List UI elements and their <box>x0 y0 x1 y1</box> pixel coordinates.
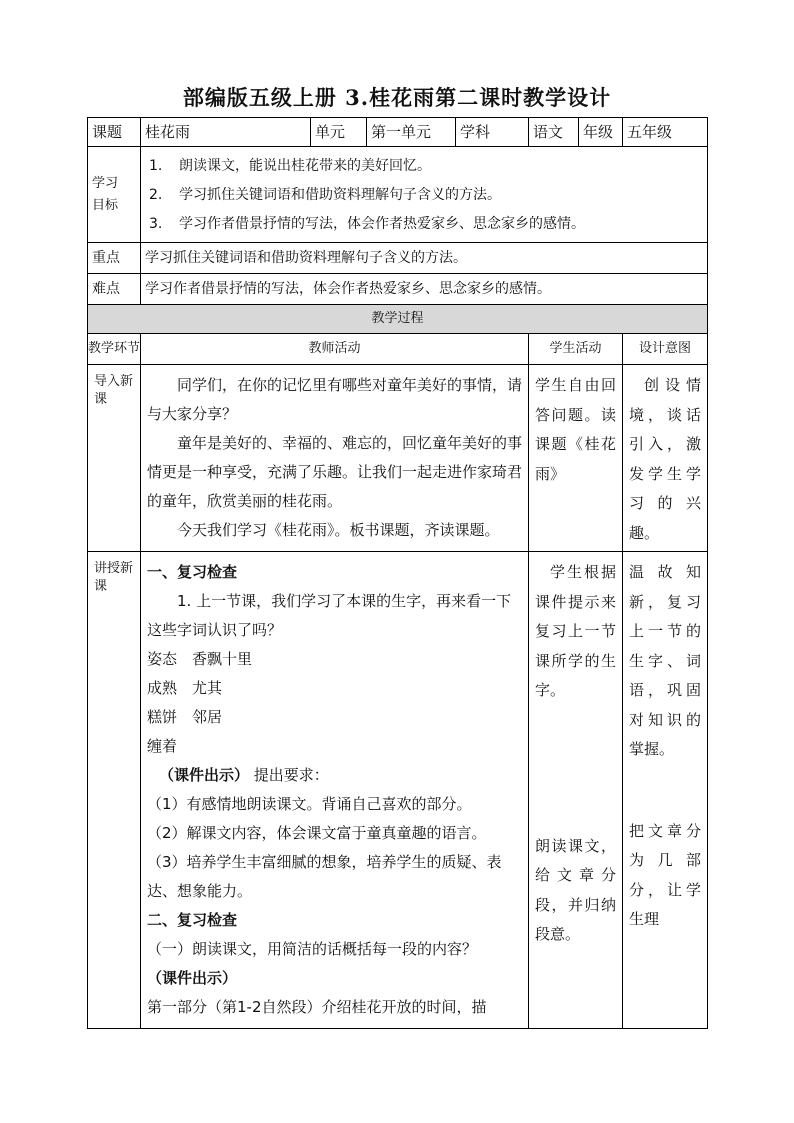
student-paragraph: 朗读课文，给文章分段，并归纳段意。 <box>535 836 616 943</box>
grade-value: 五年级 <box>623 118 708 147</box>
difficulty-row <box>88 274 708 305</box>
goal-item <box>145 152 703 181</box>
unit-value: 第一单元 <box>367 118 456 147</box>
topic-value: 桂花雨 <box>141 118 311 147</box>
section-intro-row <box>88 365 708 552</box>
goal-text: 朗读课文，能说出桂花带来的美好回忆。 <box>179 158 431 174</box>
teacher-intro <box>141 365 529 552</box>
goal-text: 学习作者借景抒情的写法，体会作者热爱家乡、思念家乡的感情。 <box>179 216 585 232</box>
teacher-teach <box>141 552 529 1029</box>
process-header-row <box>88 305 708 334</box>
task-line: （一）朗读课文，用简洁的话概括每一段的内容？ <box>147 940 478 958</box>
stage-intro: 导入新课 <box>88 365 141 552</box>
document-title: 部编版五级上册 3.桂花雨第二课时教学设计 <box>182 85 612 110</box>
col-intent: 设计意图 <box>623 334 708 365</box>
goals-list <box>141 147 708 243</box>
student-intro: 学生自由回答问题。读课题《桂花雨》 <box>529 365 623 552</box>
topic-label: 课题 <box>88 118 141 147</box>
heading-review: 一、复习检查 <box>147 563 238 581</box>
goal-num: 3. <box>149 216 163 232</box>
col-stage: 教学环节 <box>88 334 141 365</box>
col-student: 学生活动 <box>529 334 623 365</box>
requirement-item: （2）解课文内容，体会课文富于童真童趣的语言。 <box>147 824 487 842</box>
goal-text: 学习抓住关键词语和借助资料理解句子含义的方法。 <box>179 187 501 203</box>
intent-teach <box>623 552 708 1029</box>
requirement-item: （3）培养学生丰富细腻的想象，培养学生的质疑、表达、想象能力。 <box>147 853 502 900</box>
goal-item <box>145 210 703 239</box>
intro-paragraph: 同学们，在你的记忆里有哪些对童年美好的事情，请与大家分享？ <box>147 376 523 423</box>
teach-intro: 1. 上一节课，我们学习了本课的生字，再来看一下这些字词认识了吗？ <box>147 592 512 639</box>
requirement-label: 提出要求： <box>253 766 329 784</box>
goals-row <box>88 147 708 243</box>
difficulty-text: 学习作者借景抒情的写法，体会作者热爱家乡、思念家乡的感情。 <box>141 274 708 305</box>
intro-paragraph: 今天我们学习《桂花雨》。板书课题，齐读课题。 <box>177 521 500 539</box>
goal-num: 1. <box>149 158 163 174</box>
info-row <box>88 118 708 147</box>
subject-value: 语文 <box>529 118 579 147</box>
grade-label: 年级 <box>579 118 623 147</box>
intent-structure: 把文章分为几部分，让学生理 <box>629 821 701 928</box>
student-review: 学生根据课件提示来复习上一节课所学的生字。 <box>535 563 616 699</box>
heading-review-2: 二、复习检查 <box>147 911 238 929</box>
process-header: 教学过程 <box>88 305 708 334</box>
lesson-plan-table <box>87 117 708 1029</box>
word-line: 糕饼 邻居 <box>147 708 223 726</box>
word-line: 成熟 尤其 <box>147 679 223 697</box>
intent-review: 温故知新，复习上一节的生字、词语，巩固对知识的掌握。 <box>629 563 701 758</box>
requirement-item: （1）有感情地朗读课文。背诵自己喜欢的部分。 <box>147 795 472 813</box>
goal-item <box>145 181 703 210</box>
difficulty-label: 难点 <box>88 274 141 305</box>
column-header-row <box>88 334 708 365</box>
student-teach <box>529 552 623 1029</box>
word-line: 姿态 香飘十里 <box>147 650 253 668</box>
intro-paragraph: 童年是美好的、幸福的、难忘的，回忆童年美好的事情更是一种享受，充满了乐趣。让我们一起走进作家琦君的童年，欣赏美丽的桂花雨。 <box>147 434 523 510</box>
goal-num: 2. <box>149 187 163 203</box>
key-point-label: 重点 <box>88 243 141 274</box>
word-line: 缠着 <box>147 737 178 755</box>
courseware-label-2: （课件出示） <box>147 969 238 987</box>
goals-label <box>88 147 141 243</box>
courseware-label: （课件出示） <box>159 766 250 784</box>
key-point-row <box>88 243 708 274</box>
goals-label-text: 学习目标 <box>92 175 119 213</box>
part-one-line: 第一部分（第1-2自然段）介绍桂花开放的时间，描 <box>147 998 487 1016</box>
intent-intro: 创设情境，谈话引入，激发学生学习的兴趣。 <box>623 365 708 552</box>
stage-teach: 讲授新课 <box>88 552 141 1029</box>
section-teach-row <box>88 552 708 1029</box>
subject-label: 学科 <box>456 118 529 147</box>
col-teacher: 教师活动 <box>141 334 529 365</box>
key-point-text: 学习抓住关键词语和借助资料理解句子含义的方法。 <box>141 243 708 274</box>
unit-label: 单元 <box>311 118 367 147</box>
